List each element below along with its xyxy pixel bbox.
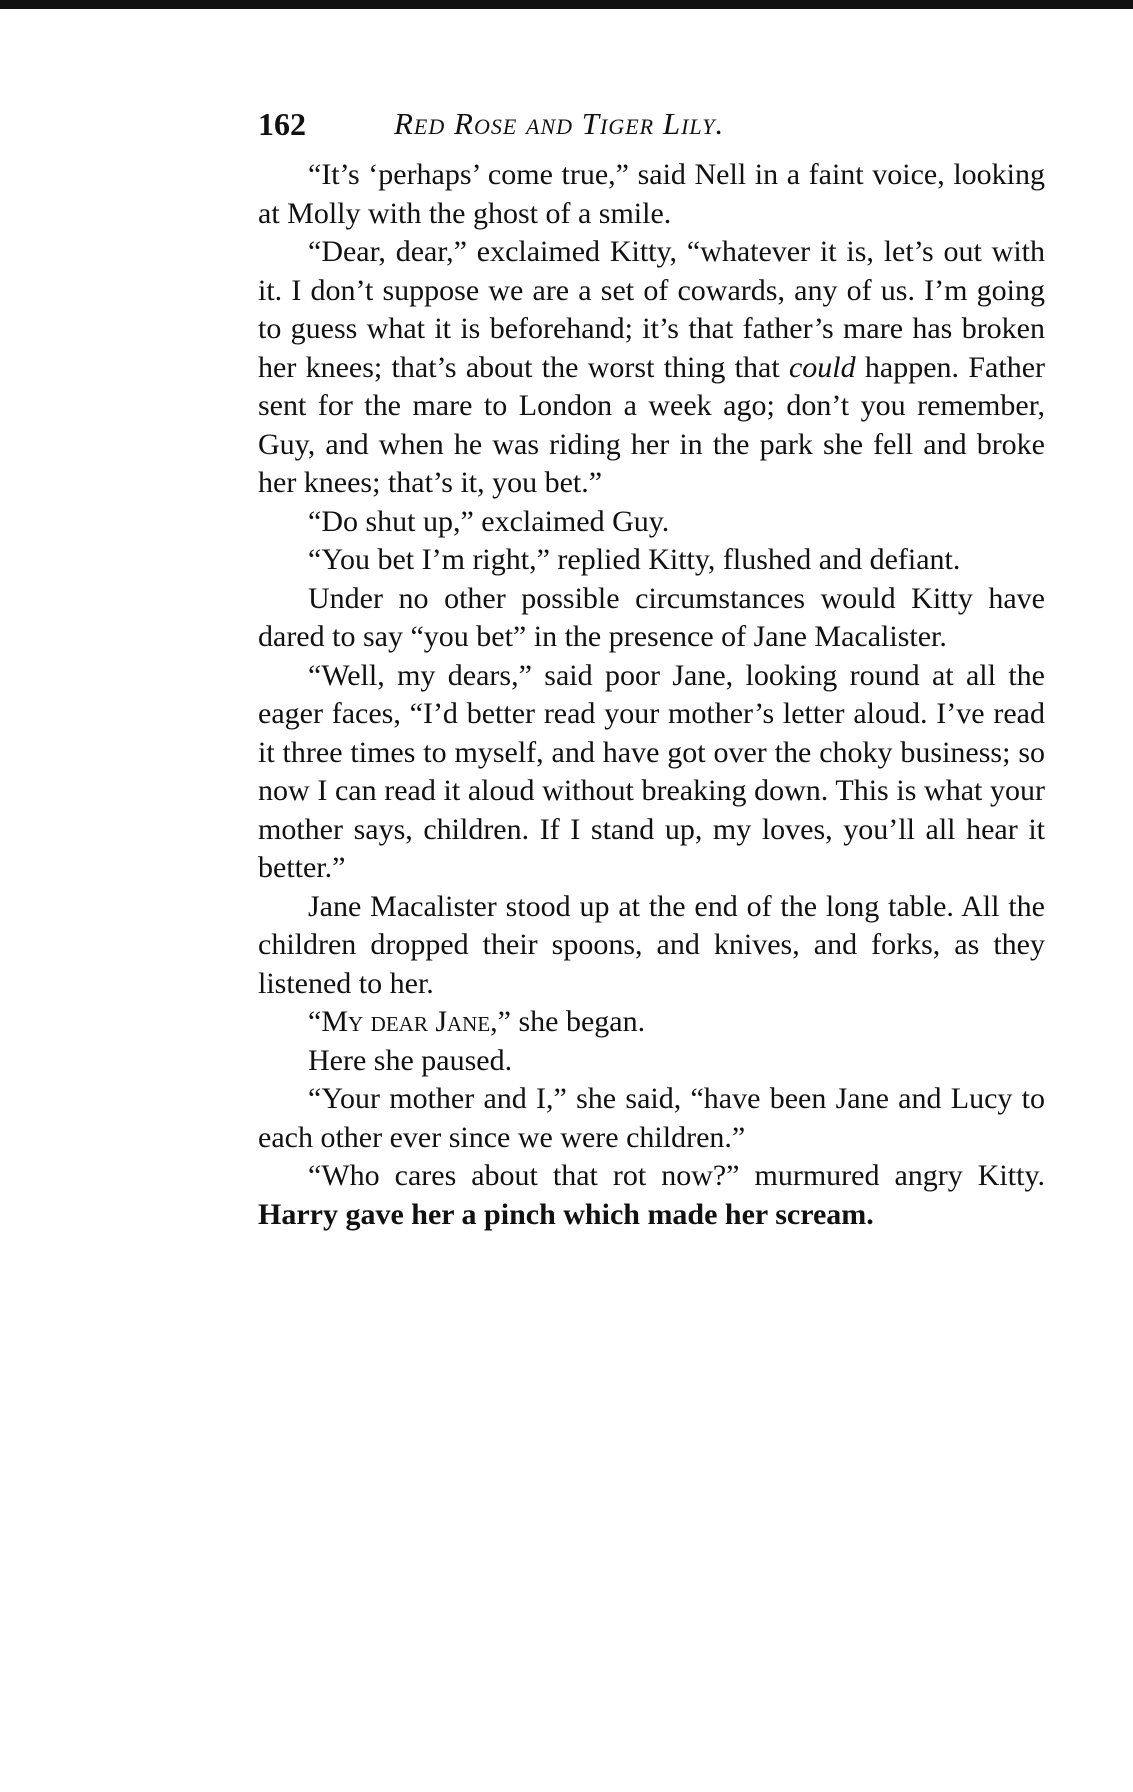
- running-title: Red Rose and Tiger Lily.: [394, 106, 725, 141]
- body-text: [258, 156, 1045, 1234]
- paragraph-text: happen. Father sent for the mare to London a week ago; don’t you remember, Guy, and when he was riding her in the park she fell and broke her knees; that’s it, you bet.”: [258, 350, 1045, 499]
- running-head: [258, 104, 1045, 144]
- paragraph: [258, 1042, 1045, 1081]
- bold-text: Harry gave her a pinch which made her scream.: [258, 1197, 874, 1231]
- paragraph-text: “You bet I’m right,” replied Kitty, flushed and defiant.: [308, 543, 961, 576]
- paragraph: [258, 657, 1045, 888]
- paragraph-text: “Dear, dear,” exclaimed Kitty, “whatever it is, let’s out with it. I don’t suppose we are a set of cowards, any of us. I’m going to guess what it is beforehand; it’s that father’s mare has broken her knees; that’s about the worst thing that: [258, 235, 1045, 384]
- paragraph: [258, 541, 1045, 580]
- salutation-text: “My dear Jane,”: [308, 1005, 511, 1038]
- paragraph-text: “Who cares about that rot now?” murmured angry Kitty.: [308, 1159, 1045, 1192]
- paragraph-text: Here she paused.: [308, 1043, 513, 1077]
- page-number: 162: [258, 106, 306, 142]
- paragraph-text: Jane Macalister stood up at the end of the long table. All the children dropped their spoons, and knives, and forks, as they listened to her.: [258, 889, 1045, 1000]
- paragraph: [258, 580, 1045, 657]
- paragraph: [258, 233, 1045, 503]
- paragraph: [258, 1080, 1045, 1157]
- paragraph-text: “Well, my dears,” said poor Jane, looking round at all the eager faces, “I’d better read your mother’s letter aloud. I’ve read it three times to myself, and have got over the choky business; so now I can read it aloud without breaking down. This is what your mother says, children. If I stand up, my loves, you’ll all hear it better.”: [258, 658, 1045, 884]
- paragraph: [258, 1157, 1045, 1234]
- paragraph: [258, 156, 1045, 233]
- paragraph: [258, 888, 1045, 1004]
- paragraph-text: she began.: [510, 1005, 646, 1038]
- page-body: [258, 104, 1045, 1234]
- top-border-rule: [0, 0, 1133, 9]
- paragraph-text: “It’s ‘perhaps’ come true,” said Nell in a faint voice, looking at Molly with the ghost of a smile.: [258, 158, 1045, 230]
- paragraph-text: “Do shut up,” exclaimed Guy.: [308, 504, 670, 538]
- paragraph-text: Under no other possible circumstances would Kitty have dared to say “you bet” in the presence of Jane Macalister.: [258, 581, 1045, 653]
- paragraph-text: “Your mother and I,” she said, “have been Jane and Lucy to each other ever since we were children.”: [258, 1082, 1045, 1154]
- paragraph: [258, 1003, 1045, 1042]
- paragraph: [258, 503, 1045, 542]
- emphasis-text: could: [788, 350, 856, 384]
